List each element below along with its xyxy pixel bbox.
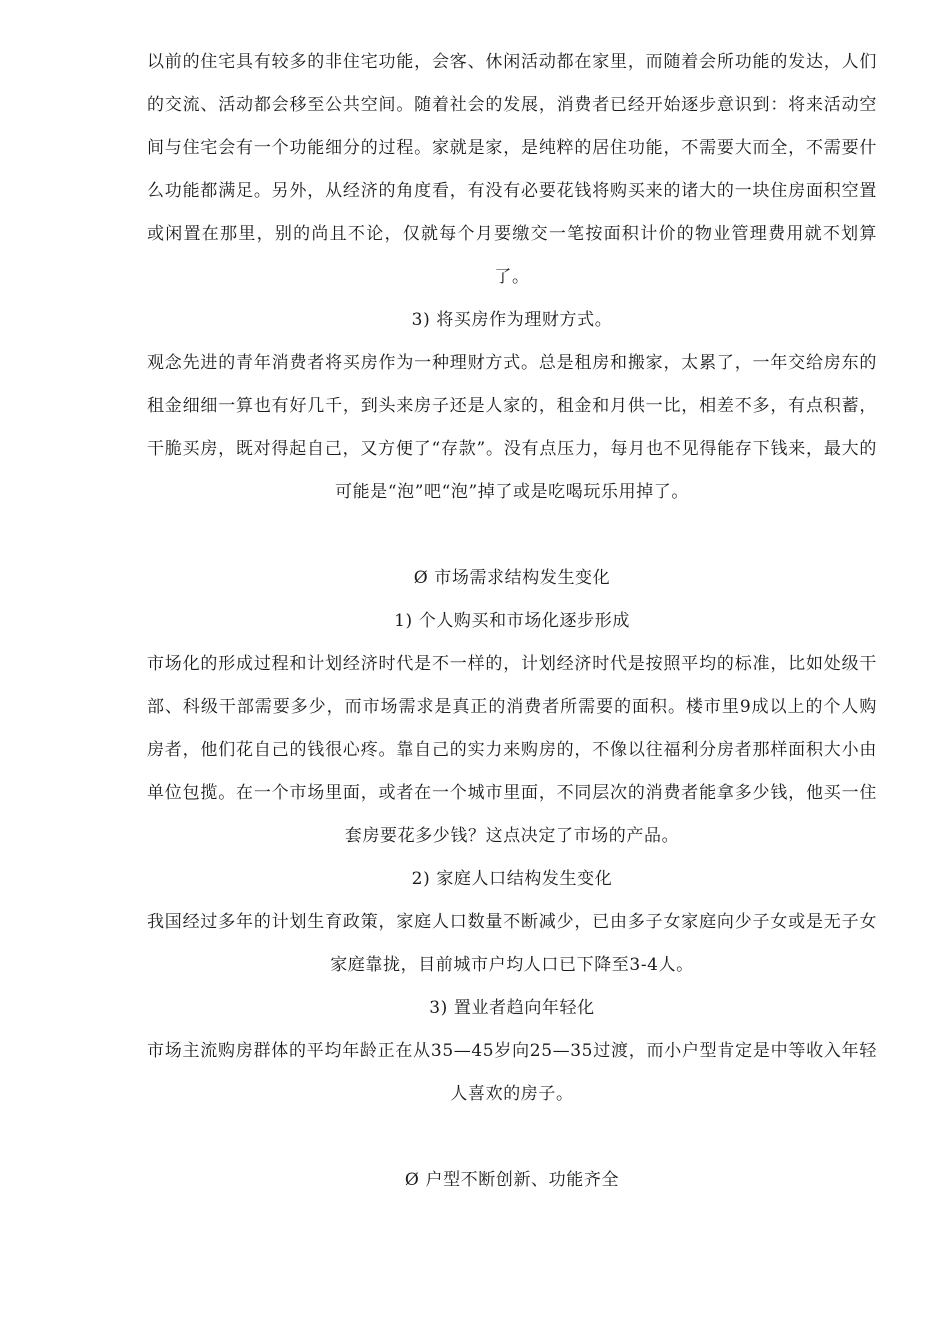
- subheading-younger-buyers: 3) 置业者趋向年轻化: [429, 998, 595, 1018]
- subheading-household-structure: 2) 家庭人口结构发生变化: [411, 869, 613, 889]
- paragraph-marketization: 市场化的形成过程和计划经济时代是不一样的，计划经济时代是按照平均的标准，比如处级干部、科级干部需要多少，而市场需求是真正的消费者所需要的面积。楼市里9成以上的个人购房者，他们花自己的钱很心疼。靠自己的实力来购房的，不像以往福利分房者那样面积大小由单位包揽。在一个市场里面，或者在一个城市里面，不同层次的消费者能拿多少钱，他买一住套房要花多少钱？这点决定了市场的产品。: [147, 654, 877, 846]
- section-heading-demand-structure: Ø 市场需求结构发生变化: [413, 568, 611, 588]
- paragraph-age-shift: 市场主流购房群体的平均年龄正在从35—45岁向25—35过渡，而小户型肯定是中等收入年轻人喜欢的房子。: [147, 1041, 877, 1104]
- paragraph-family-planning: 我国经过多年的计划生育政策，家庭人口数量不断减少，已由多子女家庭向少子女或是无子女家庭靠拢，目前城市户均人口已下降至3-4人。: [147, 912, 877, 975]
- subheading-wealth-management: 3) 将买房作为理财方式。: [411, 310, 613, 330]
- subheading-individual-purchase: 1) 个人购买和市场化逐步形成: [394, 611, 630, 631]
- document-body: [147, 41, 877, 1202]
- paragraph-young-buyers: 观念先进的青年消费者将买房作为一种理财方式。总是租房和搬家，太累了，一年交给房东的租金细细一算也有好几千，到头来房子还是人家的，租金和月供一比，相差不多，有点积蓄，干脆买房，既对得起自己，又方便了“存款”。没有点压力，每月也不见得能存下钱来，最大的可能是“泡”吧“泡”掉了或是吃喝玩乐用掉了。: [147, 353, 877, 502]
- paragraph-living-space: 以前的住宅具有较多的非住宅功能，会客、休闲活动都在家里，而随着会所功能的发达，人们的交流、活动都会移至公共空间。随着社会的发展，消费者已经开始逐步意识到：将来活动空间与住宅会有一个功能细分的过程。家就是家，是纯粹的居住功能，不需要大而全，不需要什么功能都满足。另外，从经济的角度看，有没有必要花钱将购买来的诸大的一块住房面积空置或闲置在那里，别的尚且不论，仅就每个月要缴交一笔按面积计价的物业管理费用就不划算了。: [147, 52, 877, 287]
- blank-line: [147, 514, 877, 557]
- blank-line: [147, 1116, 877, 1159]
- section-heading-unit-innovation: Ø 户型不断创新、功能齐全: [404, 1170, 620, 1190]
